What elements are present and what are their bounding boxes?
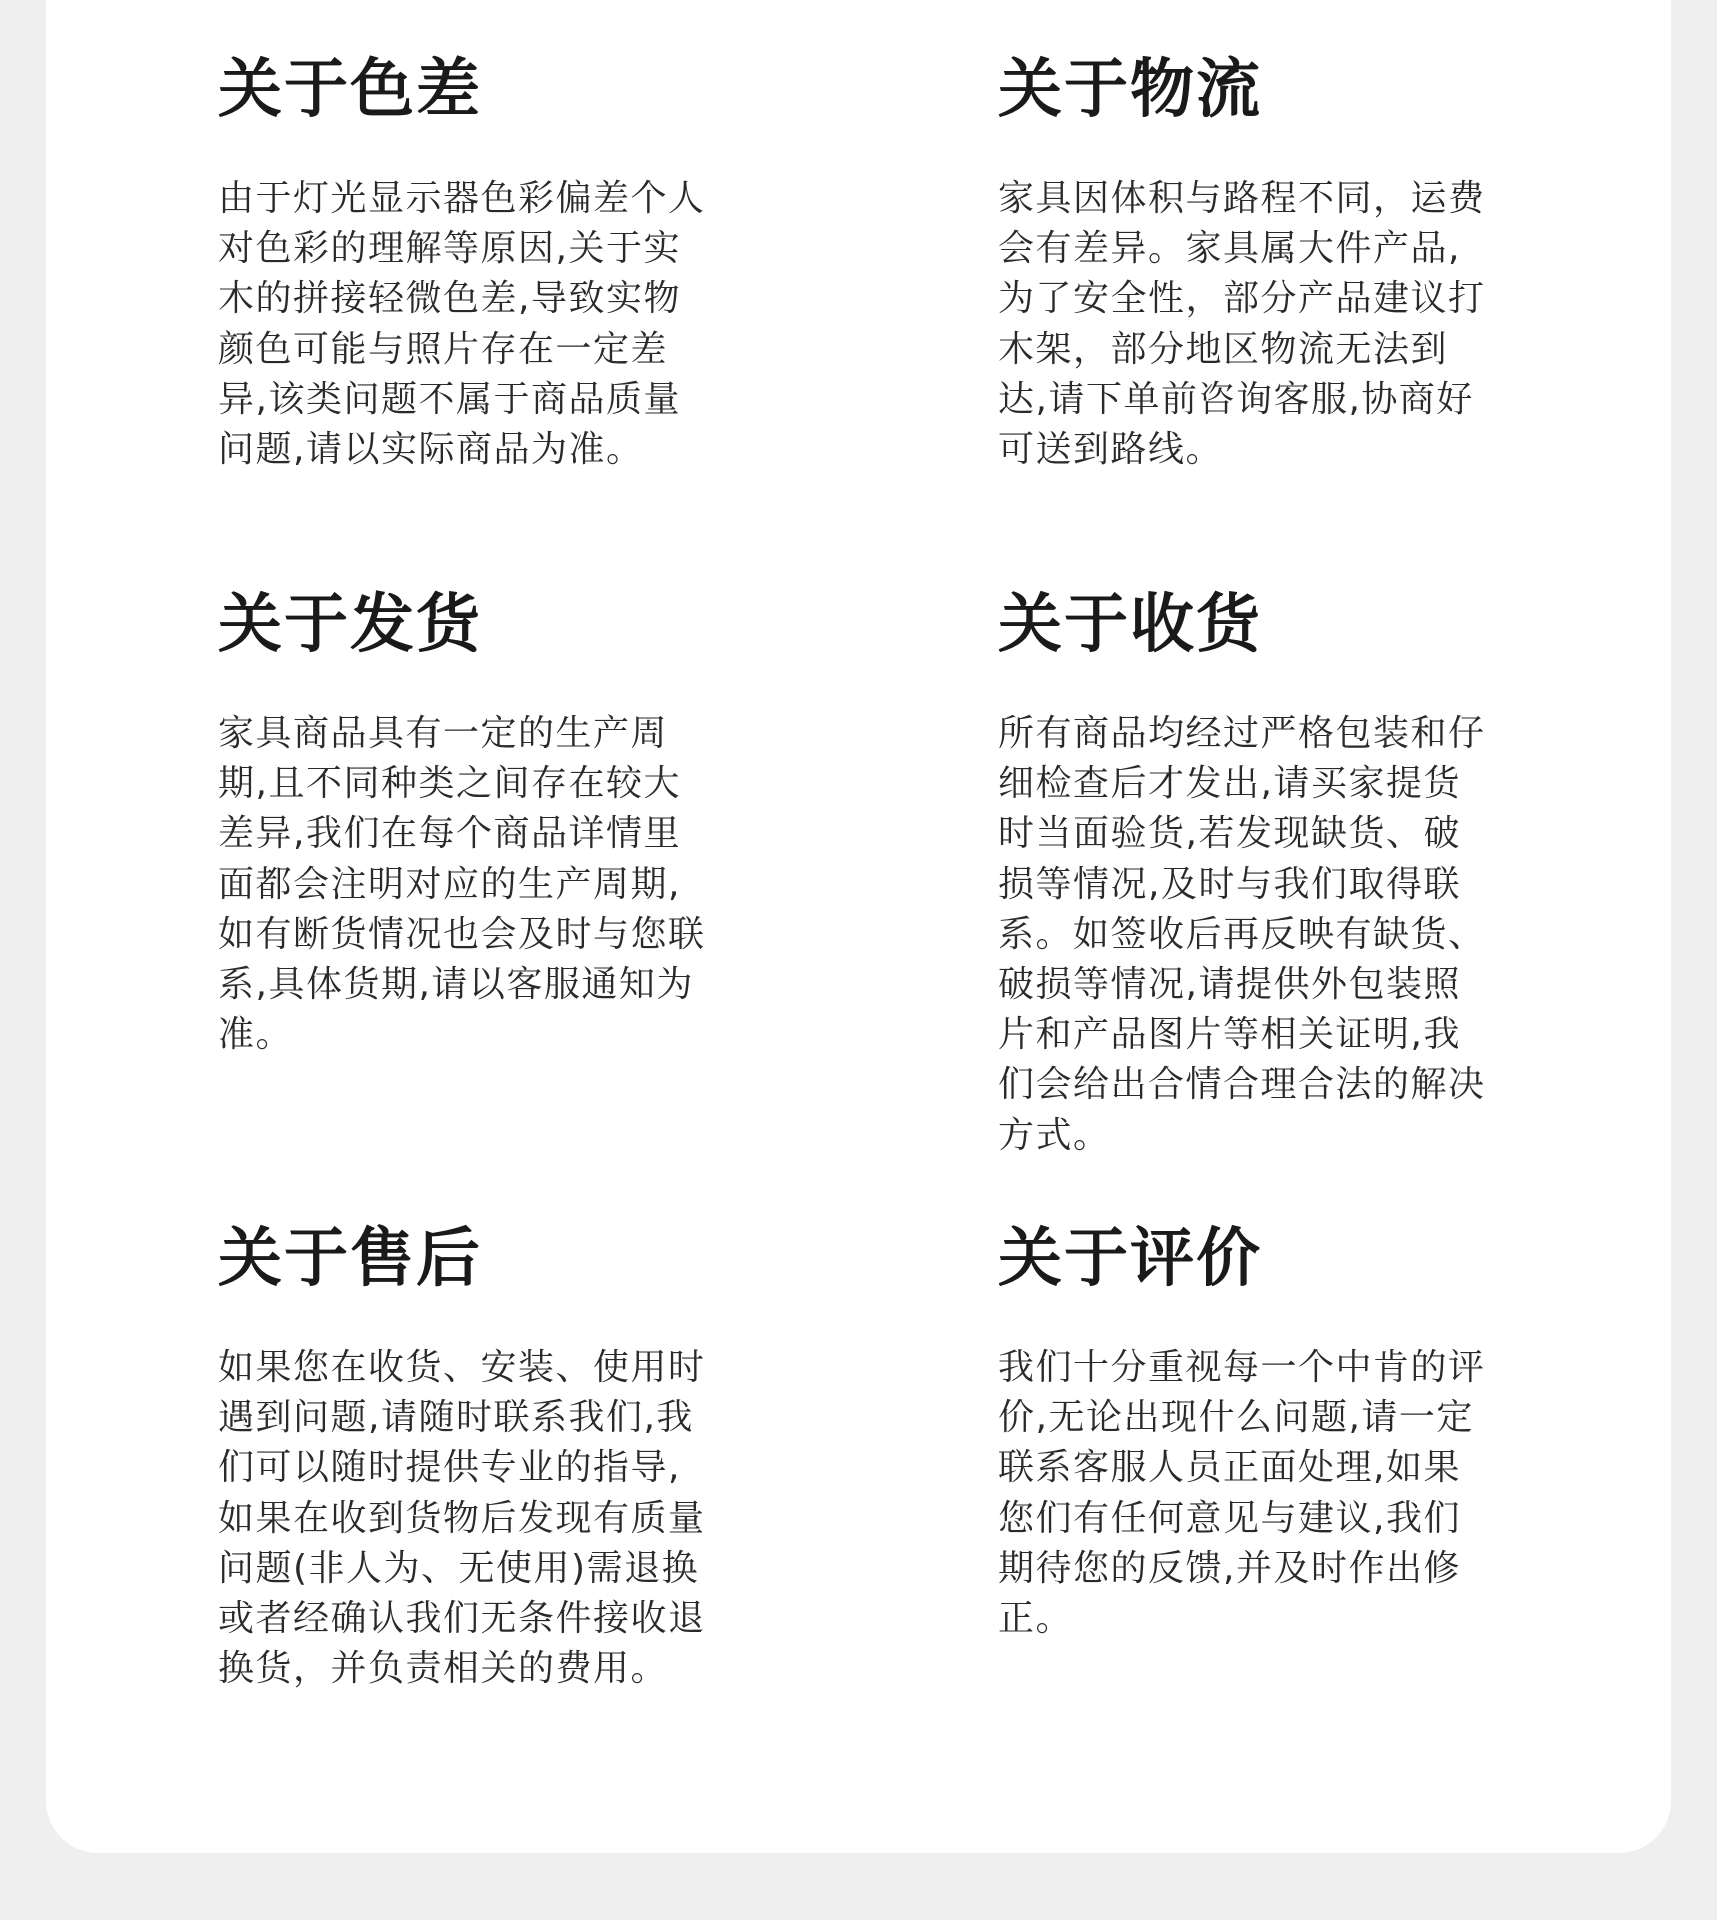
- section-body: 家具因体积与路程不同，运费会有差异。家具属大件产品,为了安全性，部分产品建议打木架，部分地区物流无法到达,请下单前咨询客服,协商好可送到路线。: [998, 178, 1486, 471]
- section-title: 关于收货: [998, 588, 1262, 662]
- section-reviews: [998, 1217, 1518, 1644]
- section-logistics: [998, 48, 1518, 475]
- section-shipping: [218, 583, 738, 1060]
- section-color-difference: [218, 48, 738, 475]
- section-after-sales: [218, 1217, 738, 1694]
- section-body: 家具商品具有一定的生产周期,且不同种类之间存在较大差异,我们在每个商品详情里面都会注明对应的生产周期,如有断货情况也会及时与您联系,具体货期,请以客服通知为准。: [218, 713, 706, 1056]
- section-title: 关于色差: [218, 53, 482, 127]
- section-title: 关于售后: [218, 1222, 482, 1296]
- section-body: 所有商品均经过严格包装和仔细检查后才发出,请买家提货时当面验货,若发现缺货、破损等情况,及时与我们取得联系。如签收后再反映有缺货、破损等情况,请提供外包装照片和产品图片等相关证明,我们会给出合情合理合法的解决方式。: [998, 713, 1486, 1156]
- section-title: 关于物流: [998, 53, 1262, 127]
- section-receiving: [998, 583, 1518, 1161]
- section-body: 由于灯光显示器色彩偏差个人对色彩的理解等原因,关于实木的拼接轻微色差,导致实物颜色可能与照片存在一定差异,该类问题不属于商品质量问题,请以实际商品为准。: [218, 178, 706, 471]
- section-body: 如果您在收货、安装、使用时遇到问题,请随时联系我们,我们可以随时提供专业的指导,如果在收到货物后发现有质量问题(非人为、无使用)需退换或者经确认我们无条件接收退换货，并负责相关的费用。: [218, 1347, 706, 1690]
- section-body: 我们十分重视每一个中肯的评价,无论出现什么问题,请一定联系客服人员正面处理,如果您们有任何意见与建议,我们期待您的反馈,并及时作出修正。: [998, 1347, 1486, 1640]
- section-title: 关于评价: [998, 1222, 1262, 1296]
- section-title: 关于发货: [218, 588, 482, 662]
